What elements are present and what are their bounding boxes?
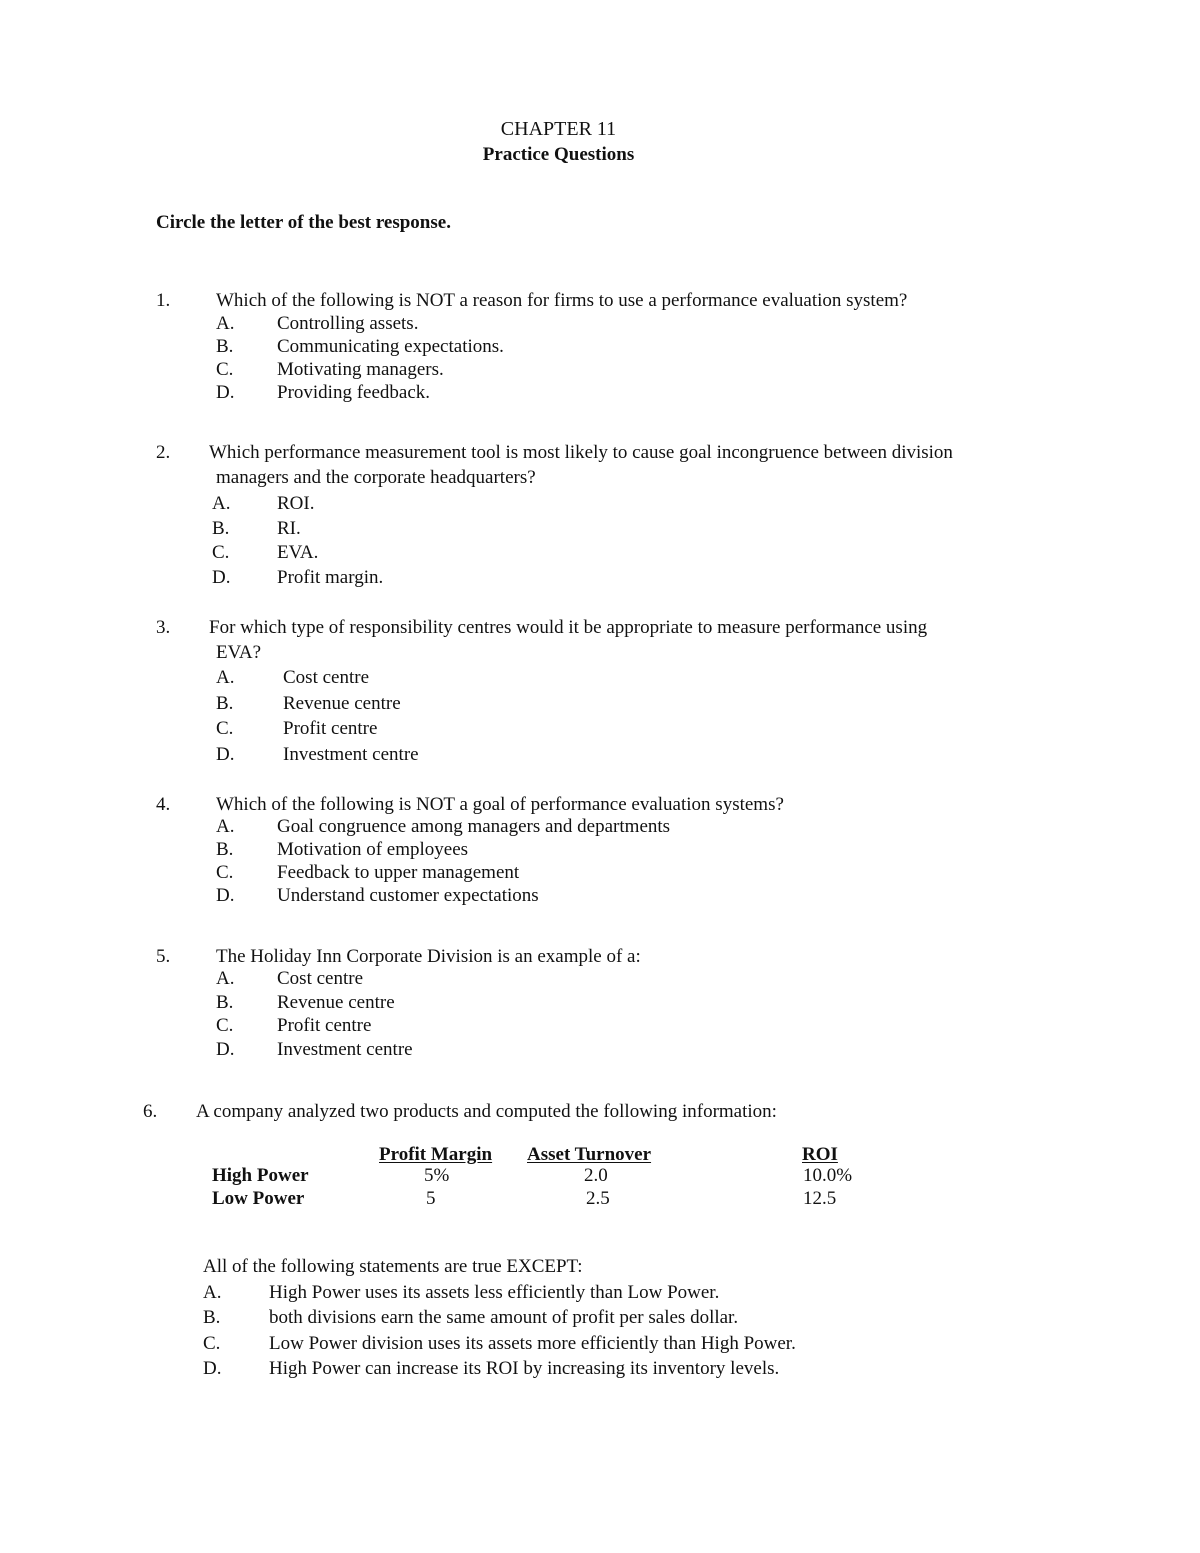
option-text: Feedback to upper management: [277, 862, 520, 883]
option-text: Investment centre: [277, 1039, 413, 1060]
option-text: Revenue centre: [283, 693, 401, 714]
question-stem: All of the following statements are true EXCEPT:: [203, 1256, 583, 1277]
option-letter: A.: [216, 313, 235, 334]
option-text: Profit margin.: [277, 567, 384, 588]
column-header-asset-turnover: Asset Turnover: [527, 1144, 652, 1165]
option-letter: A.: [216, 968, 235, 989]
option-letter: A.: [212, 493, 231, 514]
option-text: EVA.: [277, 542, 319, 563]
option-text: both divisions earn the same amount of profit per sales dollar.: [269, 1307, 739, 1328]
instruction-text: Circle the letter of the best response.: [156, 212, 451, 233]
question-text: managers and the corporate headquarters?: [216, 467, 536, 488]
option-letter: D.: [216, 382, 235, 403]
option-text: RI.: [277, 518, 301, 539]
question-number: 5.: [156, 946, 171, 967]
question-text: Which of the following is NOT a goal of performance evaluation systems?: [216, 794, 784, 815]
question-text: Which performance measurement tool is most likely to cause goal incongruence between division: [209, 442, 953, 463]
table-cell: 10.0%: [803, 1165, 853, 1186]
option-letter: C.: [216, 718, 234, 739]
option-text: High Power can increase its ROI by increasing its inventory levels.: [269, 1358, 780, 1379]
option-text: Investment centre: [283, 744, 419, 765]
row-label: Low Power: [212, 1188, 305, 1209]
option-letter: B.: [212, 518, 230, 539]
option-letter: A.: [216, 816, 235, 837]
option-letter: A.: [203, 1282, 222, 1303]
option-letter: B.: [203, 1307, 221, 1328]
option-text: Profit centre: [277, 1015, 372, 1036]
option-letter: B.: [216, 839, 234, 860]
option-letter: C.: [216, 862, 234, 883]
option-text: Cost centre: [283, 667, 370, 688]
table-cell: 2.5: [586, 1188, 610, 1209]
option-text: Low Power division uses its assets more efficiently than High Power.: [269, 1333, 796, 1354]
option-letter: B.: [216, 336, 234, 357]
option-letter: A.: [216, 667, 235, 688]
option-text: Controlling assets.: [277, 313, 419, 334]
question-text: The Holiday Inn Corporate Division is an example of a:: [216, 946, 641, 967]
option-letter: D.: [216, 744, 235, 765]
option-letter: D.: [216, 1039, 235, 1060]
question-number: 2.: [156, 442, 171, 463]
question-text: EVA?: [216, 642, 262, 663]
option-letter: C.: [216, 359, 234, 380]
table-cell: 2.0: [584, 1165, 608, 1186]
column-header-profit-margin: Profit Margin: [379, 1144, 493, 1165]
option-text: Goal congruence among managers and departments: [277, 816, 671, 837]
option-text: Cost centre: [277, 968, 364, 989]
option-letter: C.: [203, 1333, 221, 1354]
option-text: Providing feedback.: [277, 382, 431, 403]
option-text: Motivation of employees: [277, 839, 469, 860]
question-text: For which type of responsibility centres would it be appropriate to measure performance using: [209, 617, 928, 638]
option-letter: D.: [203, 1358, 222, 1379]
question-number: 1.: [156, 290, 171, 311]
option-letter: C.: [216, 1015, 234, 1036]
option-letter: B.: [216, 693, 234, 714]
option-text: Understand customer expectations: [277, 885, 539, 906]
option-text: Communicating expectations.: [277, 336, 504, 357]
chapter-heading: CHAPTER 11: [500, 118, 617, 140]
option-text: Revenue centre: [277, 992, 395, 1013]
question-number: 3.: [156, 617, 171, 638]
option-text: High Power uses its assets less efficiently than Low Power.: [269, 1282, 720, 1303]
option-letter: D.: [216, 885, 235, 906]
option-letter: D.: [212, 567, 231, 588]
question-number: 4.: [156, 794, 171, 815]
option-letter: C.: [212, 542, 230, 563]
option-text: ROI.: [277, 493, 315, 514]
table-cell: 12.5: [803, 1188, 837, 1209]
row-label: High Power: [212, 1165, 309, 1186]
option-letter: B.: [216, 992, 234, 1013]
question-text: Which of the following is NOT a reason for firms to use a performance evaluation system?: [216, 290, 908, 311]
page-subtitle: Practice Questions: [482, 144, 635, 165]
option-text: Profit centre: [283, 718, 378, 739]
question-text: A company analyzed two products and computed the following information:: [196, 1101, 777, 1122]
column-header-roi: ROI: [802, 1144, 838, 1165]
option-text: Motivating managers.: [277, 359, 444, 380]
table-cell: 5%: [424, 1165, 450, 1186]
table-cell: 5: [426, 1188, 436, 1209]
question-number: 6.: [143, 1101, 158, 1122]
